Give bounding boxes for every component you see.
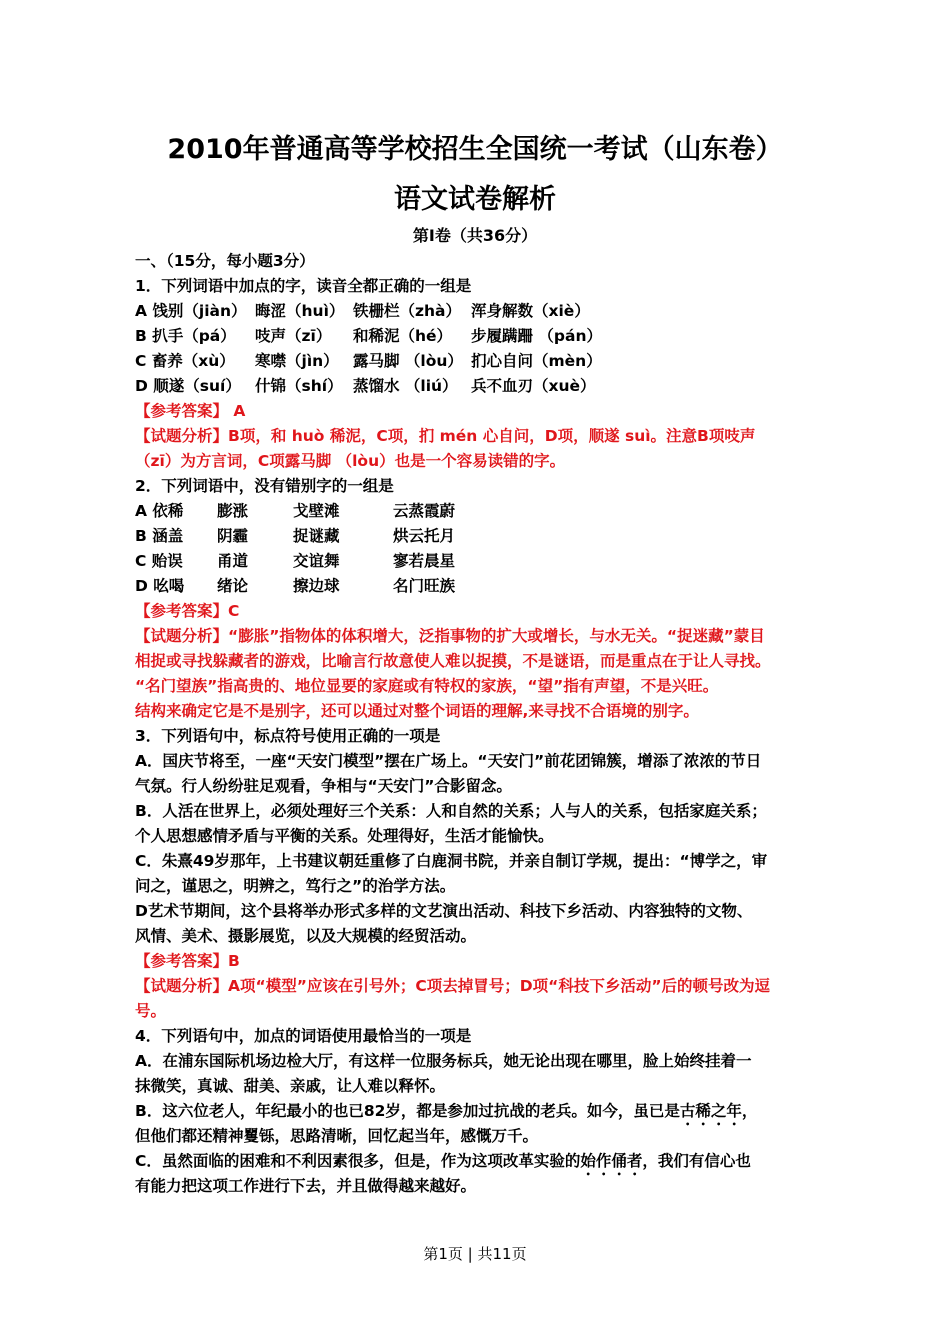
q2-analysis-cont: 相捉或寻找躲藏者的游戏，比喻言行故意使人难以捉摸，不是谜语，而是重点在于让人寻找。 [135, 652, 771, 670]
option-text: ，我们有信心也 [642, 1152, 751, 1170]
q2-option-a [135, 499, 825, 524]
q1-option-b [135, 324, 825, 349]
option-word: 露马脚 （lòu） [353, 352, 463, 370]
option-word: 擦边球 [293, 577, 340, 595]
exam-title: 2010年普通高等学校招生全国统一考试（山东卷） [167, 134, 783, 165]
q4-option-c [135, 1149, 825, 1174]
option-text: C．虽然面临的困难和不利因素很多，但是，作为这项改革实验的 [135, 1152, 581, 1170]
option-word: 扪心自问（mèn） [471, 352, 602, 370]
answer-value: B [228, 952, 240, 970]
q3-option-c: C．朱熹49岁那年，上书建议朝廷重修了白鹿洞书院，并亲自制订学规，提出：“博学之，审 [135, 852, 768, 870]
q2-analysis-cont: 结构来确定它是不是别字，还可以通过对整个词语的理解,来寻找不合语境的别字。 [135, 702, 699, 720]
q2-option-d [135, 574, 825, 599]
dotted-word: 古稀之年 [679, 1102, 742, 1120]
analysis-text: “膨胀”指物体的体积增大，泛指事物的扩大或增长，与水无关。“捉迷藏”蒙目 [228, 627, 765, 645]
answer-value: C [228, 602, 240, 620]
q1-answer [135, 399, 825, 424]
analysis-text: A项“模型”应该在引号外；C项去掉冒号；D项“科技下乡活动”后的顿号改为逗 [228, 977, 771, 995]
option-word: B 扒手（pá） [135, 327, 236, 345]
q3-option-b: B．人活在世界上，必须处理好三个关系：人和自然的关系；人与人的关系，包括家庭关系； [135, 802, 767, 820]
q3-option-d: D艺术节期间，这个县将举办形式多样的文艺演出活动、科技下乡活动、内容独特的文物、 [135, 902, 753, 920]
option-word: D 顺遂（suí） [135, 377, 241, 395]
option-word: 浑身解数（xiè） [471, 302, 590, 320]
page-footer: 第1页 | 共11页 [423, 1245, 527, 1263]
q4-option-b [135, 1099, 825, 1124]
q4-option-a-cont: 抹微笑，真诚、甜美、亲戚，让人难以释怀。 [135, 1077, 446, 1095]
option-word: 名门旺族 [393, 577, 456, 595]
option-word: 云蒸霞蔚 [393, 502, 456, 520]
q1-option-d [135, 374, 825, 399]
q2-analysis [135, 624, 825, 649]
option-word: 蒸馏水 （liú） [353, 377, 458, 395]
analysis-label: 【试题分析】 [135, 427, 229, 445]
option-word: 和稀泥（hé） [353, 327, 453, 345]
q2-option-c [135, 549, 825, 574]
option-word: 步履蹒跚 （pán） [471, 327, 602, 345]
q2-stem: 2．下列词语中，没有错别字的一组是 [135, 477, 394, 495]
q1-analysis-cont: （zī）为方言词，C项露马脚 （lòu）也是一个容易读错的字。 [135, 452, 566, 470]
option-word: 晦涩（huì） [255, 302, 345, 320]
option-word: 兵不血刃（xuè） [471, 377, 596, 395]
answer-label: 【参考答案】 [135, 402, 229, 420]
option-text: B．这六位老人，年纪最小的也已82岁，都是参加过抗战的老兵。如今，虽已是 [135, 1102, 680, 1120]
q3-option-a-cont: 气氛。行人纷纷驻足观看，争相与“天安门”合影留念。 [135, 777, 512, 795]
option-word: 捉谜藏 [293, 527, 340, 545]
analysis-text: B项，和 huò 稀泥，C项，扪 mén 心自问，D项，顺遂 suì。注意B项吱声 [228, 427, 756, 445]
option-word: B 涵盖 [135, 527, 184, 545]
option-text: ， [741, 1102, 758, 1120]
option-word: 交谊舞 [293, 552, 340, 570]
q1-stem: 1．下列词语中加点的字，读音全都正确的一组是 [135, 277, 472, 295]
q4-stem: 4．下列语句中，加点的词语使用最恰当的一项是 [135, 1027, 472, 1045]
answer-label: 【参考答案】 [135, 602, 229, 620]
q4-option-b-cont: 但他们都还精神矍铄，思路清晰，回忆起当年，感慨万千。 [135, 1127, 539, 1145]
option-word: A 依稀 [135, 502, 184, 520]
option-word: 绪论 [217, 577, 249, 595]
q3-option-c-cont: 问之，谨思之，明辨之，笃行之”的治学方法。 [135, 877, 456, 895]
q3-stem: 3．下列语句中，标点符号使用正确的一项是 [135, 727, 441, 745]
option-word: 阴霾 [217, 527, 249, 545]
answer-value: A [233, 402, 246, 420]
q2-answer [135, 599, 825, 624]
option-word: 戈壁滩 [293, 502, 340, 520]
option-word: 膨涨 [217, 502, 249, 520]
q3-option-a: A．国庆节将至，一座“天安门模型”摆在广场上。“天安门”前花团锦簇，增添了浓浓的节日 [135, 752, 762, 770]
option-word: 吱声（zī） [255, 327, 332, 345]
analysis-label: 【试题分析】 [135, 627, 229, 645]
part-heading: 一、（15分，每小题3分） [135, 252, 315, 270]
option-word: 烘云托月 [393, 527, 456, 545]
q4-option-c-cont: 有能力把这项工作进行下去，并且做得越来越好。 [135, 1177, 477, 1195]
option-word: 寥若晨星 [393, 552, 456, 570]
q3-analysis-cont: 号。 [135, 1002, 167, 1020]
option-word: 寒噤（jìn） [255, 352, 339, 370]
option-word: D 吆喝 [135, 577, 185, 595]
option-word: C 畜养（xù） [135, 352, 235, 370]
option-word: A 饯别（jiàn） [135, 302, 247, 320]
q3-option-d-cont: 风情、美术、摄影展览，以及大规模的经贸活动。 [135, 927, 477, 945]
document-body [135, 249, 825, 1199]
q3-analysis [135, 974, 825, 999]
option-word: 铁栅栏（zhà） [353, 302, 462, 320]
q3-option-b-cont: 个人思想感情矛盾与平衡的关系。处理得好，生活才能愉快。 [135, 827, 554, 845]
option-word: 什锦（shí） [255, 377, 343, 395]
q1-option-c [135, 349, 825, 374]
answer-label: 【参考答案】 [135, 952, 229, 970]
q3-answer [135, 949, 825, 974]
q4-option-a: A．在浦东国际机场边检大厅，有这样一位服务标兵，她无论出现在哪里，脸上始终挂着一 [135, 1052, 752, 1070]
q2-option-b [135, 524, 825, 549]
option-word: 甬道 [217, 552, 249, 570]
q2-analysis-cont: “名门望族”指高贵的、地位显要的家庭或有特权的家族，“望”指有声望，不是兴旺。 [135, 677, 719, 695]
analysis-label: 【试题分析】 [135, 977, 229, 995]
exam-subtitle: 语文试卷解析 [394, 184, 556, 215]
option-word: C 贻误 [135, 552, 183, 570]
q1-option-a [135, 299, 825, 324]
section-title: 第Ⅰ卷（共36分） [412, 226, 538, 245]
q1-analysis [135, 424, 825, 449]
dotted-word: 始作俑者 [580, 1152, 643, 1170]
